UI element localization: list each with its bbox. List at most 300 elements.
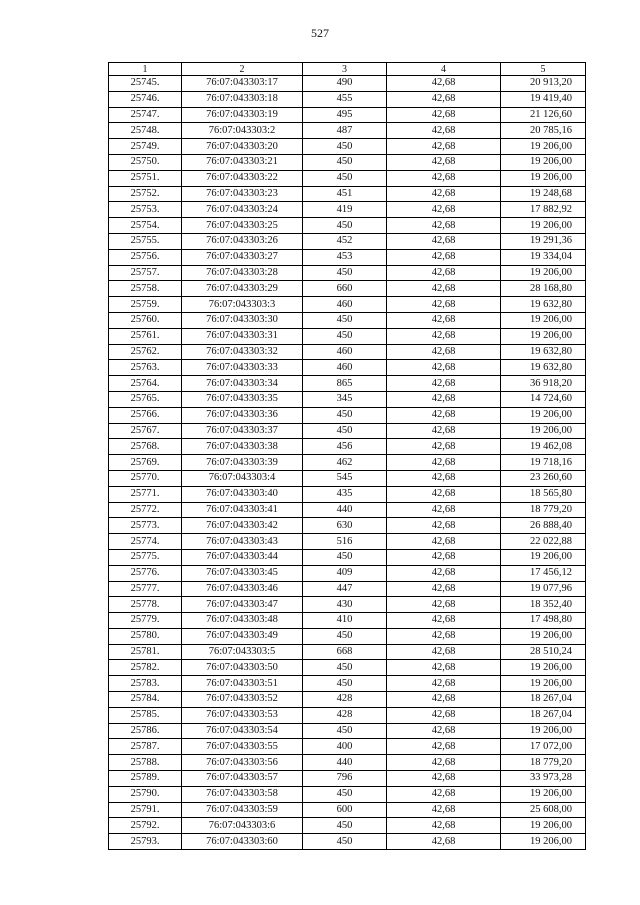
table-row bbox=[109, 565, 586, 581]
rate-cell: 42,68 bbox=[387, 123, 501, 139]
row-number-cell: 25792. bbox=[109, 818, 182, 834]
cadastral-number-cell: 76:07:043303:54 bbox=[182, 723, 303, 739]
row-number-cell: 25751. bbox=[109, 170, 182, 186]
row-number-cell: 25766. bbox=[109, 407, 182, 423]
rate-cell: 42,68 bbox=[387, 233, 501, 249]
cadastral-number-cell: 76:07:043303:18 bbox=[182, 91, 303, 107]
row-number-cell: 25769. bbox=[109, 455, 182, 471]
table-row bbox=[109, 328, 586, 344]
table-row bbox=[109, 455, 586, 471]
row-number-cell: 25765. bbox=[109, 391, 182, 407]
cadastral-number-cell: 76:07:043303:36 bbox=[182, 407, 303, 423]
row-number-cell: 25745. bbox=[109, 76, 182, 92]
table-row bbox=[109, 755, 586, 771]
amount-cell: 19 206,00 bbox=[501, 407, 586, 423]
area-cell: 450 bbox=[303, 407, 387, 423]
area-cell: 430 bbox=[303, 597, 387, 613]
amount-cell: 17 072,00 bbox=[501, 739, 586, 755]
area-cell: 450 bbox=[303, 423, 387, 439]
cadastral-number-cell: 76:07:043303:2 bbox=[182, 123, 303, 139]
amount-cell: 19 248,68 bbox=[501, 186, 586, 202]
column-header-2: 2 bbox=[182, 63, 303, 76]
rate-cell: 42,68 bbox=[387, 549, 501, 565]
rate-cell: 42,68 bbox=[387, 581, 501, 597]
amount-cell: 19 206,00 bbox=[501, 834, 586, 850]
amount-cell: 19 206,00 bbox=[501, 218, 586, 234]
area-cell: 630 bbox=[303, 518, 387, 534]
rate-cell: 42,68 bbox=[387, 407, 501, 423]
cadastral-number-cell: 76:07:043303:29 bbox=[182, 281, 303, 297]
cadastral-number-cell: 76:07:043303:44 bbox=[182, 549, 303, 565]
row-number-cell: 25759. bbox=[109, 297, 182, 313]
cadastral-number-cell: 76:07:043303:42 bbox=[182, 518, 303, 534]
area-cell: 455 bbox=[303, 91, 387, 107]
area-cell: 447 bbox=[303, 581, 387, 597]
register-table bbox=[108, 62, 586, 850]
table-row bbox=[109, 265, 586, 281]
amount-cell: 18 779,20 bbox=[501, 502, 586, 518]
rate-cell: 42,68 bbox=[387, 597, 501, 613]
area-cell: 668 bbox=[303, 644, 387, 660]
row-number-cell: 25763. bbox=[109, 360, 182, 376]
rate-cell: 42,68 bbox=[387, 755, 501, 771]
row-number-cell: 25773. bbox=[109, 518, 182, 534]
cadastral-number-cell: 76:07:043303:43 bbox=[182, 534, 303, 550]
area-cell: 450 bbox=[303, 676, 387, 692]
amount-cell: 14 724,60 bbox=[501, 391, 586, 407]
table-row bbox=[109, 233, 586, 249]
row-number-cell: 25793. bbox=[109, 834, 182, 850]
rate-cell: 42,68 bbox=[387, 628, 501, 644]
cadastral-number-cell: 76:07:043303:3 bbox=[182, 297, 303, 313]
rate-cell: 42,68 bbox=[387, 297, 501, 313]
area-cell: 456 bbox=[303, 439, 387, 455]
cadastral-number-cell: 76:07:043303:39 bbox=[182, 455, 303, 471]
row-number-cell: 25783. bbox=[109, 676, 182, 692]
row-number-cell: 25775. bbox=[109, 549, 182, 565]
area-cell: 440 bbox=[303, 755, 387, 771]
cadastral-number-cell: 76:07:043303:22 bbox=[182, 170, 303, 186]
row-number-cell: 25755. bbox=[109, 233, 182, 249]
table-row bbox=[109, 581, 586, 597]
cadastral-number-cell: 76:07:043303:33 bbox=[182, 360, 303, 376]
amount-cell: 20 913,20 bbox=[501, 76, 586, 92]
amount-cell: 18 352,40 bbox=[501, 597, 586, 613]
area-cell: 865 bbox=[303, 376, 387, 392]
rate-cell: 42,68 bbox=[387, 439, 501, 455]
table-row bbox=[109, 202, 586, 218]
cadastral-number-cell: 76:07:043303:34 bbox=[182, 376, 303, 392]
amount-cell: 19 206,00 bbox=[501, 423, 586, 439]
amount-cell: 19 206,00 bbox=[501, 676, 586, 692]
cadastral-number-cell: 76:07:043303:25 bbox=[182, 218, 303, 234]
cadastral-number-cell: 76:07:043303:21 bbox=[182, 154, 303, 170]
cadastral-number-cell: 76:07:043303:57 bbox=[182, 771, 303, 787]
area-cell: 428 bbox=[303, 707, 387, 723]
row-number-cell: 25747. bbox=[109, 107, 182, 123]
area-cell: 428 bbox=[303, 692, 387, 708]
table-row bbox=[109, 502, 586, 518]
row-number-cell: 25746. bbox=[109, 91, 182, 107]
table-row bbox=[109, 644, 586, 660]
rate-cell: 42,68 bbox=[387, 202, 501, 218]
amount-cell: 36 918,20 bbox=[501, 376, 586, 392]
amount-cell: 28 510,24 bbox=[501, 644, 586, 660]
table-row bbox=[109, 423, 586, 439]
register-table-body bbox=[109, 63, 586, 850]
cadastral-number-cell: 76:07:043303:47 bbox=[182, 597, 303, 613]
row-number-cell: 25754. bbox=[109, 218, 182, 234]
amount-cell: 19 206,00 bbox=[501, 786, 586, 802]
row-number-cell: 25752. bbox=[109, 186, 182, 202]
area-cell: 450 bbox=[303, 265, 387, 281]
area-cell: 410 bbox=[303, 613, 387, 629]
area-cell: 450 bbox=[303, 328, 387, 344]
amount-cell: 19 334,04 bbox=[501, 249, 586, 265]
area-cell: 450 bbox=[303, 312, 387, 328]
amount-cell: 17 456,12 bbox=[501, 565, 586, 581]
table-row bbox=[109, 407, 586, 423]
rate-cell: 42,68 bbox=[387, 660, 501, 676]
amount-cell: 18 779,20 bbox=[501, 755, 586, 771]
rate-cell: 42,68 bbox=[387, 455, 501, 471]
table-row bbox=[109, 660, 586, 676]
row-number-cell: 25762. bbox=[109, 344, 182, 360]
area-cell: 452 bbox=[303, 233, 387, 249]
table-row bbox=[109, 518, 586, 534]
rate-cell: 42,68 bbox=[387, 154, 501, 170]
cadastral-number-cell: 76:07:043303:51 bbox=[182, 676, 303, 692]
amount-cell: 19 206,00 bbox=[501, 154, 586, 170]
amount-cell: 19 206,00 bbox=[501, 660, 586, 676]
table-row bbox=[109, 739, 586, 755]
rate-cell: 42,68 bbox=[387, 91, 501, 107]
column-header-5: 5 bbox=[501, 63, 586, 76]
cadastral-number-cell: 76:07:043303:59 bbox=[182, 802, 303, 818]
cadastral-number-cell: 76:07:043303:35 bbox=[182, 391, 303, 407]
area-cell: 409 bbox=[303, 565, 387, 581]
table-row bbox=[109, 154, 586, 170]
rate-cell: 42,68 bbox=[387, 613, 501, 629]
area-cell: 345 bbox=[303, 391, 387, 407]
rate-cell: 42,68 bbox=[387, 786, 501, 802]
cadastral-number-cell: 76:07:043303:24 bbox=[182, 202, 303, 218]
table-row bbox=[109, 439, 586, 455]
area-cell: 600 bbox=[303, 802, 387, 818]
cadastral-number-cell: 76:07:043303:28 bbox=[182, 265, 303, 281]
row-number-cell: 25750. bbox=[109, 154, 182, 170]
table-row bbox=[109, 376, 586, 392]
row-number-cell: 25788. bbox=[109, 755, 182, 771]
rate-cell: 42,68 bbox=[387, 249, 501, 265]
area-cell: 450 bbox=[303, 834, 387, 850]
area-cell: 450 bbox=[303, 154, 387, 170]
table-row bbox=[109, 123, 586, 139]
row-number-cell: 25758. bbox=[109, 281, 182, 297]
rate-cell: 42,68 bbox=[387, 139, 501, 155]
cadastral-number-cell: 76:07:043303:60 bbox=[182, 834, 303, 850]
cadastral-number-cell: 76:07:043303:19 bbox=[182, 107, 303, 123]
amount-cell: 20 785,16 bbox=[501, 123, 586, 139]
table-row bbox=[109, 281, 586, 297]
column-header-1: 1 bbox=[109, 63, 182, 76]
cadastral-number-cell: 76:07:043303:32 bbox=[182, 344, 303, 360]
table-row bbox=[109, 534, 586, 550]
row-number-cell: 25777. bbox=[109, 581, 182, 597]
area-cell: 435 bbox=[303, 486, 387, 502]
amount-cell: 19 206,00 bbox=[501, 818, 586, 834]
row-number-cell: 25764. bbox=[109, 376, 182, 392]
amount-cell: 19 206,00 bbox=[501, 170, 586, 186]
page-number: 527 bbox=[311, 26, 329, 40]
amount-cell: 19 206,00 bbox=[501, 328, 586, 344]
amount-cell: 19 462,08 bbox=[501, 439, 586, 455]
row-number-cell: 25757. bbox=[109, 265, 182, 281]
row-number-cell: 25782. bbox=[109, 660, 182, 676]
cadastral-number-cell: 76:07:043303:53 bbox=[182, 707, 303, 723]
table-row bbox=[109, 834, 586, 850]
area-cell: 453 bbox=[303, 249, 387, 265]
amount-cell: 25 608,00 bbox=[501, 802, 586, 818]
table-row bbox=[109, 597, 586, 613]
amount-cell: 19 632,80 bbox=[501, 297, 586, 313]
column-header-4: 4 bbox=[387, 63, 501, 76]
amount-cell: 19 206,00 bbox=[501, 265, 586, 281]
rate-cell: 42,68 bbox=[387, 376, 501, 392]
rate-cell: 42,68 bbox=[387, 391, 501, 407]
amount-cell: 17 882,92 bbox=[501, 202, 586, 218]
cadastral-number-cell: 76:07:043303:48 bbox=[182, 613, 303, 629]
table-row bbox=[109, 613, 586, 629]
rate-cell: 42,68 bbox=[387, 486, 501, 502]
rate-cell: 42,68 bbox=[387, 644, 501, 660]
row-number-cell: 25780. bbox=[109, 628, 182, 644]
area-cell: 450 bbox=[303, 818, 387, 834]
row-number-cell: 25767. bbox=[109, 423, 182, 439]
table-row bbox=[109, 628, 586, 644]
rate-cell: 42,68 bbox=[387, 265, 501, 281]
table-row bbox=[109, 297, 586, 313]
rate-cell: 42,68 bbox=[387, 423, 501, 439]
row-number-cell: 25761. bbox=[109, 328, 182, 344]
rate-cell: 42,68 bbox=[387, 723, 501, 739]
cadastral-number-cell: 76:07:043303:56 bbox=[182, 755, 303, 771]
amount-cell: 18 267,04 bbox=[501, 692, 586, 708]
amount-cell: 19 206,00 bbox=[501, 139, 586, 155]
area-cell: 660 bbox=[303, 281, 387, 297]
rate-cell: 42,68 bbox=[387, 186, 501, 202]
area-cell: 516 bbox=[303, 534, 387, 550]
table-row bbox=[109, 549, 586, 565]
cadastral-number-cell: 76:07:043303:46 bbox=[182, 581, 303, 597]
area-cell: 495 bbox=[303, 107, 387, 123]
area-cell: 545 bbox=[303, 470, 387, 486]
area-cell: 796 bbox=[303, 771, 387, 787]
rate-cell: 42,68 bbox=[387, 518, 501, 534]
row-number-cell: 25789. bbox=[109, 771, 182, 787]
column-header-3: 3 bbox=[303, 63, 387, 76]
area-cell: 462 bbox=[303, 455, 387, 471]
amount-cell: 19 077,96 bbox=[501, 581, 586, 597]
rate-cell: 42,68 bbox=[387, 218, 501, 234]
header-row bbox=[109, 63, 586, 76]
row-number-cell: 25784. bbox=[109, 692, 182, 708]
table-row bbox=[109, 312, 586, 328]
amount-cell: 19 206,00 bbox=[501, 723, 586, 739]
rate-cell: 42,68 bbox=[387, 360, 501, 376]
table-row bbox=[109, 486, 586, 502]
cadastral-number-cell: 76:07:043303:17 bbox=[182, 76, 303, 92]
row-number-cell: 25778. bbox=[109, 597, 182, 613]
cadastral-number-cell: 76:07:043303:41 bbox=[182, 502, 303, 518]
rate-cell: 42,68 bbox=[387, 676, 501, 692]
cadastral-number-cell: 76:07:043303:58 bbox=[182, 786, 303, 802]
area-cell: 450 bbox=[303, 170, 387, 186]
table-row bbox=[109, 723, 586, 739]
cadastral-number-cell: 76:07:043303:6 bbox=[182, 818, 303, 834]
rate-cell: 42,68 bbox=[387, 739, 501, 755]
row-number-cell: 25774. bbox=[109, 534, 182, 550]
table-row bbox=[109, 186, 586, 202]
table-row bbox=[109, 107, 586, 123]
cadastral-number-cell: 76:07:043303:38 bbox=[182, 439, 303, 455]
row-number-cell: 25781. bbox=[109, 644, 182, 660]
rate-cell: 42,68 bbox=[387, 692, 501, 708]
rate-cell: 42,68 bbox=[387, 170, 501, 186]
amount-cell: 18 565,80 bbox=[501, 486, 586, 502]
row-number-cell: 25768. bbox=[109, 439, 182, 455]
rate-cell: 42,68 bbox=[387, 834, 501, 850]
amount-cell: 19 206,00 bbox=[501, 549, 586, 565]
row-number-cell: 25791. bbox=[109, 802, 182, 818]
amount-cell: 17 498,80 bbox=[501, 613, 586, 629]
area-cell: 490 bbox=[303, 76, 387, 92]
table-row bbox=[109, 360, 586, 376]
rate-cell: 42,68 bbox=[387, 470, 501, 486]
table-row bbox=[109, 91, 586, 107]
amount-cell: 22 022,88 bbox=[501, 534, 586, 550]
area-cell: 450 bbox=[303, 660, 387, 676]
amount-cell: 19 718,16 bbox=[501, 455, 586, 471]
cadastral-number-cell: 76:07:043303:20 bbox=[182, 139, 303, 155]
cadastral-number-cell: 76:07:043303:40 bbox=[182, 486, 303, 502]
cadastral-number-cell: 76:07:043303:49 bbox=[182, 628, 303, 644]
rate-cell: 42,68 bbox=[387, 771, 501, 787]
row-number-cell: 25772. bbox=[109, 502, 182, 518]
rate-cell: 42,68 bbox=[387, 107, 501, 123]
cadastral-number-cell: 76:07:043303:5 bbox=[182, 644, 303, 660]
area-cell: 460 bbox=[303, 360, 387, 376]
cadastral-number-cell: 76:07:043303:37 bbox=[182, 423, 303, 439]
amount-cell: 23 260,60 bbox=[501, 470, 586, 486]
row-number-cell: 25753. bbox=[109, 202, 182, 218]
area-cell: 450 bbox=[303, 628, 387, 644]
row-number-cell: 25770. bbox=[109, 470, 182, 486]
area-cell: 450 bbox=[303, 139, 387, 155]
amount-cell: 33 973,28 bbox=[501, 771, 586, 787]
cadastral-number-cell: 76:07:043303:55 bbox=[182, 739, 303, 755]
table-row bbox=[109, 470, 586, 486]
table-row bbox=[109, 818, 586, 834]
area-cell: 440 bbox=[303, 502, 387, 518]
amount-cell: 18 267,04 bbox=[501, 707, 586, 723]
table-row bbox=[109, 707, 586, 723]
area-cell: 450 bbox=[303, 723, 387, 739]
area-cell: 450 bbox=[303, 218, 387, 234]
table-row bbox=[109, 692, 586, 708]
area-cell: 450 bbox=[303, 549, 387, 565]
rate-cell: 42,68 bbox=[387, 328, 501, 344]
row-number-cell: 25748. bbox=[109, 123, 182, 139]
rate-cell: 42,68 bbox=[387, 565, 501, 581]
row-number-cell: 25787. bbox=[109, 739, 182, 755]
rate-cell: 42,68 bbox=[387, 707, 501, 723]
amount-cell: 19 291,36 bbox=[501, 233, 586, 249]
amount-cell: 19 632,80 bbox=[501, 344, 586, 360]
rate-cell: 42,68 bbox=[387, 281, 501, 297]
table-row bbox=[109, 218, 586, 234]
row-number-cell: 25760. bbox=[109, 312, 182, 328]
rate-cell: 42,68 bbox=[387, 76, 501, 92]
table-row bbox=[109, 802, 586, 818]
table-row bbox=[109, 76, 586, 92]
table-row bbox=[109, 391, 586, 407]
row-number-cell: 25786. bbox=[109, 723, 182, 739]
area-cell: 450 bbox=[303, 786, 387, 802]
row-number-cell: 25779. bbox=[109, 613, 182, 629]
table-row bbox=[109, 786, 586, 802]
table-row bbox=[109, 139, 586, 155]
amount-cell: 26 888,40 bbox=[501, 518, 586, 534]
cadastral-number-cell: 76:07:043303:45 bbox=[182, 565, 303, 581]
cadastral-number-cell: 76:07:043303:31 bbox=[182, 328, 303, 344]
rate-cell: 42,68 bbox=[387, 818, 501, 834]
rate-cell: 42,68 bbox=[387, 344, 501, 360]
amount-cell: 19 632,80 bbox=[501, 360, 586, 376]
row-number-cell: 25749. bbox=[109, 139, 182, 155]
rate-cell: 42,68 bbox=[387, 534, 501, 550]
table-row bbox=[109, 771, 586, 787]
area-cell: 451 bbox=[303, 186, 387, 202]
amount-cell: 21 126,60 bbox=[501, 107, 586, 123]
row-number-cell: 25776. bbox=[109, 565, 182, 581]
row-number-cell: 25771. bbox=[109, 486, 182, 502]
register-table-container bbox=[108, 62, 586, 850]
amount-cell: 19 206,00 bbox=[501, 628, 586, 644]
area-cell: 419 bbox=[303, 202, 387, 218]
cadastral-number-cell: 76:07:043303:50 bbox=[182, 660, 303, 676]
table-row bbox=[109, 249, 586, 265]
cadastral-number-cell: 76:07:043303:26 bbox=[182, 233, 303, 249]
table-row bbox=[109, 170, 586, 186]
table-row bbox=[109, 344, 586, 360]
amount-cell: 19 206,00 bbox=[501, 312, 586, 328]
area-cell: 400 bbox=[303, 739, 387, 755]
table-row bbox=[109, 676, 586, 692]
cadastral-number-cell: 76:07:043303:27 bbox=[182, 249, 303, 265]
rate-cell: 42,68 bbox=[387, 802, 501, 818]
area-cell: 460 bbox=[303, 344, 387, 360]
area-cell: 460 bbox=[303, 297, 387, 313]
cadastral-number-cell: 76:07:043303:23 bbox=[182, 186, 303, 202]
row-number-cell: 25790. bbox=[109, 786, 182, 802]
rate-cell: 42,68 bbox=[387, 502, 501, 518]
row-number-cell: 25756. bbox=[109, 249, 182, 265]
rate-cell: 42,68 bbox=[387, 312, 501, 328]
amount-cell: 28 168,80 bbox=[501, 281, 586, 297]
cadastral-number-cell: 76:07:043303:30 bbox=[182, 312, 303, 328]
row-number-cell: 25785. bbox=[109, 707, 182, 723]
